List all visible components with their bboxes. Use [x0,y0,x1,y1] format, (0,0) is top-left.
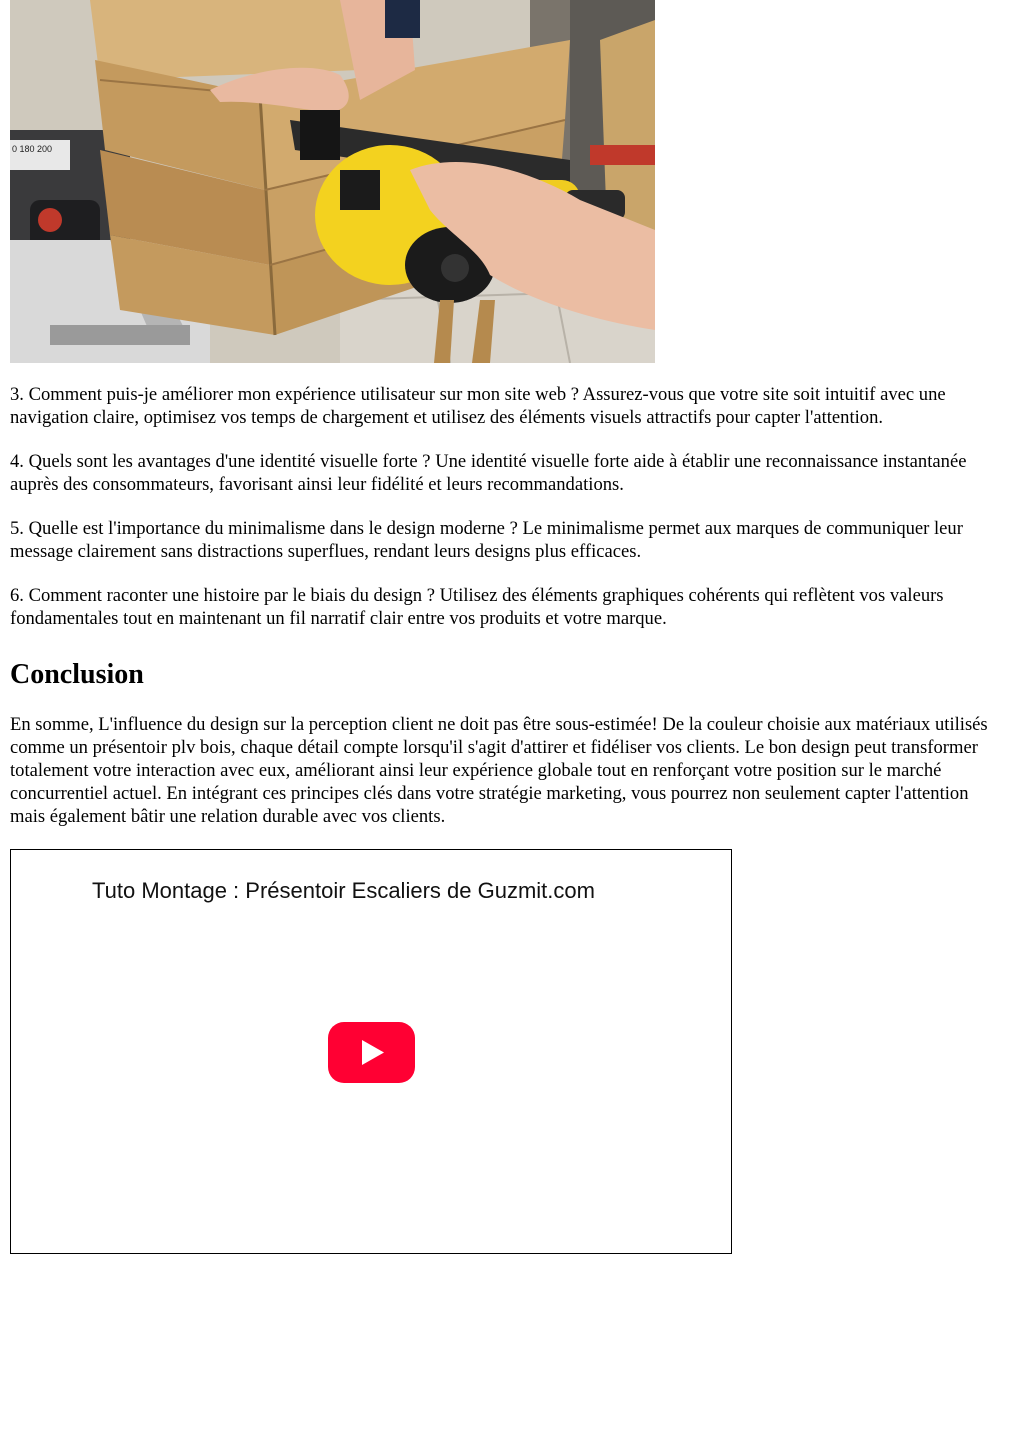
conclusion-paragraph: En somme, L'influence du design sur la perception client ne doit pas être sous-estimée! De la couleur choisie aux matériaux utilisés comme un présentoir plv bois, chaque détail compte lorsqu'il s'agit d'attirer et fidéliser vos clients. Le bon design peut transformer totalement votre interaction avec eux, améliorant ainsi leur expérience globale tout en renforçant votre position sur le marché concurrentiel actuel. En intégrant ces principes clés dans votre stratégie marketing, vous pourrez non seulement capter l'attention mais également bâtir une relation durable avec vos clients. [10,714,988,827]
faq-item: 3. Comment puis-je améliorer mon expérience utilisateur sur mon site web ? Assurez-vous que votre site soit intuitif avec une navigation claire, optimisez vos temps de chargement et utilisez des éléments visuels attractifs pour capter l'attention. [10,384,946,428]
scale-ticks: 0 180 200 [12,144,53,154]
video-title[interactable]: Tuto Montage : Présentoir Escaliers de Guzmit.com [92,878,595,903]
video-embed[interactable] [10,849,732,1254]
wooden-crate-nail-gun-photo [10,0,655,363]
conclusion-heading: Conclusion [10,659,144,690]
play-button[interactable] [328,1022,415,1083]
play-icon[interactable] [328,1022,415,1083]
faq-list [10,383,1004,630]
faq-item: 5. Quelle est l'importance du minimalisme dans le design moderne ? Le minimalisme permet aux marques de communiquer leur message clairement sans distractions superflues, rendant leurs designs plus efficaces. [10,518,963,562]
article-content [10,0,1004,1254]
faq-item: 6. Comment raconter une histoire par le biais du design ? Utilisez des éléments graphiques cohérents qui reflètent vos valeurs fondamentales tout en maintenant un fil narratif clair entre vos produits et votre marque. [10,585,944,629]
faq-item: 4. Quels sont les avantages d'une identité visuelle forte ? Une identité visuelle forte aide à établir une reconnaissance instantanée auprès des consommateurs, favorisant ainsi leur fidélité et leurs recommandations. [10,451,967,495]
article-photo [10,0,655,363]
